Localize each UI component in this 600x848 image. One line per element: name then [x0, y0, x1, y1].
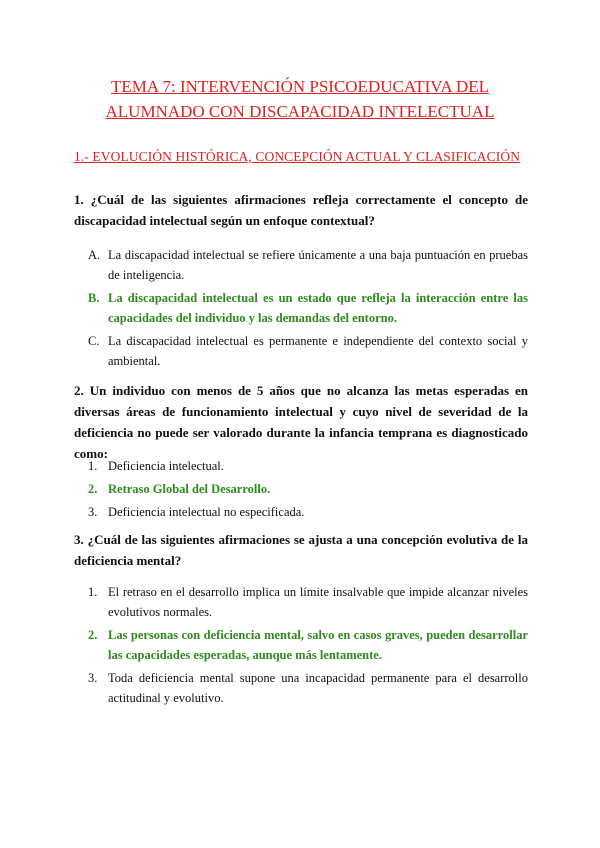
option-marker: 1. — [88, 585, 98, 599]
option-text: Las personas con deficiencia mental, salvo en casos graves, pueden desarrollar las capacidades esperadas, aunque más lentamente. — [108, 628, 528, 662]
option-b-correct — [88, 288, 528, 328]
option-text: La discapacidad intelectual es un estado que refleja la interacción entre las capacidades del individuo y las demandas del entorno. — [108, 291, 528, 325]
question-2: 2. Un individuo con menos de 5 años que no alcanza las metas esperadas en diversas áreas de funcionamiento intelectual y cuyo nivel de severidad de la deficiencia no puede ser valorado durante la infancia temprana es diagnosticado como: — [74, 383, 528, 461]
option-a — [88, 245, 528, 285]
option-marker: 2. — [88, 482, 98, 496]
question-3: 3. ¿Cuál de las siguientes afirmaciones se ajusta a una concepción evolutiva de la deficiencia mental? — [74, 532, 528, 568]
option-text: La discapacidad intelectual es permanente e independiente del contexto social y ambiental. — [108, 334, 528, 368]
question-1-options — [88, 245, 528, 374]
question-2-options — [88, 456, 528, 525]
option-marker: A. — [88, 248, 101, 262]
option-3 — [88, 668, 528, 708]
document-title — [60, 74, 540, 124]
section-heading: 1.- EVOLUCIÓN HISTÓRICA, CONCEPCIÓN ACTUAL Y CLASIFICACIÓN — [74, 149, 521, 164]
option-marker: 3. — [88, 671, 98, 685]
title-line-1: TEMA 7: INTERVENCIÓN PSICOEDUCATIVA DEL — [111, 77, 489, 96]
option-c — [88, 331, 528, 371]
option-marker: B. — [88, 291, 100, 305]
option-text: El retraso en el desarrollo implica un límite insalvable que impide alcanzar niveles evolutivos normales. — [108, 585, 528, 619]
option-text: La discapacidad intelectual se refiere únicamente a una baja puntuación en pruebas de inteligencia. — [108, 248, 528, 282]
question-3-options — [88, 582, 528, 711]
option-3 — [88, 502, 528, 522]
option-1 — [88, 582, 528, 622]
option-1 — [88, 456, 528, 476]
option-text: Deficiencia intelectual no especificada. — [108, 505, 305, 519]
option-marker: C. — [88, 334, 100, 348]
option-text: Deficiencia intelectual. — [108, 459, 224, 473]
option-marker: 1. — [88, 459, 98, 473]
question-1: 1. ¿Cuál de las siguientes afirmaciones refleja correctamente el concepto de discapacidad intelectual según un enfoque contextual? — [74, 192, 528, 228]
title-line-2: ALUMNADO CON DISCAPACIDAD INTELECTUAL — [105, 102, 495, 121]
option-text: Toda deficiencia mental supone una incapacidad permanente para el desarrollo actitudinal y evolutivo. — [108, 671, 528, 705]
option-marker: 2. — [88, 628, 98, 642]
option-marker: 3. — [88, 505, 98, 519]
option-2-correct — [88, 479, 528, 499]
option-text: Retraso Global del Desarrollo. — [108, 482, 271, 496]
option-2-correct — [88, 625, 528, 665]
